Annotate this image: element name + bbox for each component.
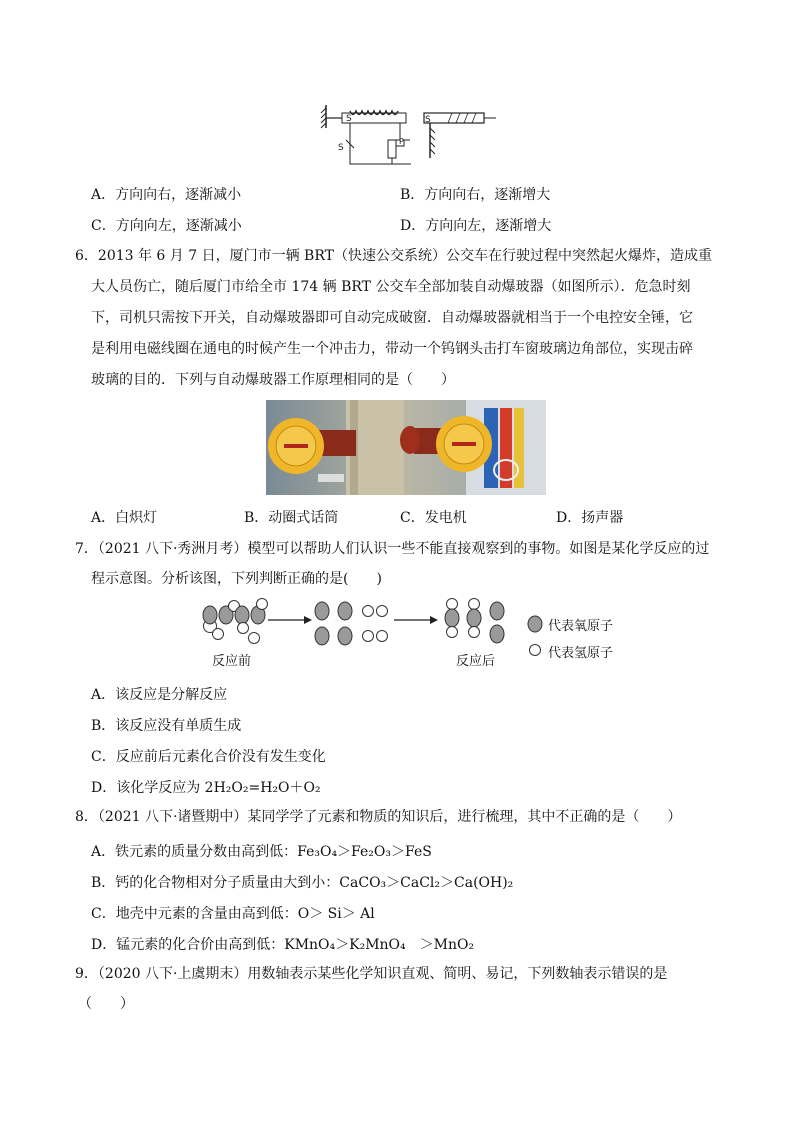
reaction-before-label: 反应前: [212, 654, 252, 669]
reaction-diagram: [196, 596, 616, 676]
option-letter: D．: [400, 218, 426, 234]
option-letter: B．: [91, 875, 116, 891]
electromagnet-figure: [318, 100, 496, 172]
option-letter: A．: [91, 510, 116, 526]
q6-line-2: 大人员伤亡，随后厦门市给全市 174 辆 BRT 公交车全部加装自动爆玻器（如图所示）．危急时刻: [91, 279, 691, 295]
reaction-after-label: 反应后: [456, 654, 496, 669]
q6-option-d[interactable]: [556, 507, 623, 527]
rheostat-label: P: [399, 137, 404, 146]
q8-option-c[interactable]: [91, 903, 375, 923]
option-text: 扬声器: [581, 510, 624, 526]
option-text: 该化学反应为 2H₂O₂=H₂O＋O₂: [116, 780, 321, 796]
q5-option-a[interactable]: [91, 184, 241, 204]
option-text: 该反应没有单质生成: [115, 718, 242, 734]
q6-option-b[interactable]: [244, 507, 338, 527]
option-letter: D．: [91, 937, 117, 953]
q7-option-a[interactable]: [91, 684, 227, 704]
option-letter: D．: [556, 510, 582, 526]
q9-line-1: 9．（2020 八下·上虞期末）用数轴表示某些化学知识直观、简明、易记，下列数轴表示错误的是: [75, 966, 668, 982]
option-text: 铁元素的质量分数由高到低：Fe₃O₄＞Fe₂O₃＞FeS: [115, 844, 432, 860]
q6-line-4: 是利用电磁线圈在通电的时候产生一个冲击力，带动一个钨钢头击打车窗玻璃边角部位，实现击碎: [91, 341, 693, 357]
option-text: 钙的化合物相对分子质量由大到小：CaCO₃＞CaCl₂＞Ca(OH)₂: [115, 875, 514, 891]
q9-line-2: （ ）: [78, 996, 134, 1012]
glass-breaker-photo: [266, 400, 546, 495]
option-letter: A．: [91, 844, 116, 860]
option-letter: C．: [91, 906, 116, 922]
q8-option-b[interactable]: [91, 872, 513, 892]
option-text: 该反应是分解反应: [115, 687, 228, 703]
option-text: 锰元素的化合价由高到低：KMnO₄＞K₂MnO₄ ＞MnO₂: [116, 937, 475, 953]
option-letter: B．: [244, 510, 269, 526]
option-letter: C．: [91, 749, 116, 765]
option-text: 方向向左，逐渐增大: [425, 218, 552, 234]
q6-line-1: 6．2013 年 6 月 7 日，厦门市一辆 BRT（快速公交系统）公交车在行驶过程中突然起火爆炸，造成重: [75, 248, 712, 264]
q6-line-3: 下，司机只需按下开关，自动爆玻器即可自动完成破窗．自动爆玻器就相当于一个电控安全锤，它: [91, 310, 693, 326]
option-letter: D．: [91, 780, 117, 796]
option-text: 动圈式话筒: [268, 510, 339, 526]
option-text: 方向向右，逐渐减小: [115, 187, 242, 203]
q5-option-c[interactable]: [91, 215, 242, 235]
option-text: 白炽灯: [115, 510, 158, 526]
option-letter: C．: [91, 218, 116, 234]
option-letter: A．: [91, 687, 116, 703]
q7-option-d[interactable]: [91, 777, 321, 797]
magnet-label-s: S: [425, 115, 431, 125]
q8-option-d[interactable]: [91, 934, 474, 954]
q8-option-a[interactable]: [91, 841, 432, 861]
core-label-s: S: [346, 114, 352, 124]
legend-oxygen-label: 代表氧原子: [548, 619, 614, 634]
q5-option-d[interactable]: [400, 215, 551, 235]
q6-option-c[interactable]: [400, 507, 467, 527]
q5-option-b[interactable]: [400, 184, 550, 204]
q7-line-2: 程示意图。分析该图，下列判断正确的是( ): [91, 571, 382, 587]
option-letter: B．: [400, 187, 425, 203]
option-text: 地壳中元素的含量由高到低：O＞ Si＞ Al: [115, 906, 375, 922]
q7-line-1: 7．（2021 八下·秀洲月考）模型可以帮助人们认识一些不能直接观察到的事物。如图是某化学反应的过: [75, 541, 710, 557]
option-text: 方向向左，逐渐减小: [115, 218, 242, 234]
q6-line-5: 玻璃的目的．下列与自动爆玻器工作原理相同的是（ ）: [91, 372, 455, 388]
option-letter: B．: [91, 718, 116, 734]
switch-label: S: [338, 143, 344, 153]
q7-option-c[interactable]: [91, 746, 326, 766]
option-letter: A．: [91, 187, 116, 203]
option-text: 方向向右，逐渐增大: [424, 187, 551, 203]
option-text: 发电机: [424, 510, 467, 526]
legend-hydrogen-label: 代表氢原子: [548, 646, 614, 661]
option-text: 反应前后元素化合价没有发生变化: [115, 749, 326, 765]
q8-stem: 8．（2021 八下·诸暨期中）某同学学了元素和物质的知识后，进行梳理，其中不正确的是（ ）: [75, 809, 682, 825]
option-letter: C．: [400, 510, 425, 526]
q6-option-a[interactable]: [91, 507, 157, 527]
q7-option-b[interactable]: [91, 715, 241, 735]
